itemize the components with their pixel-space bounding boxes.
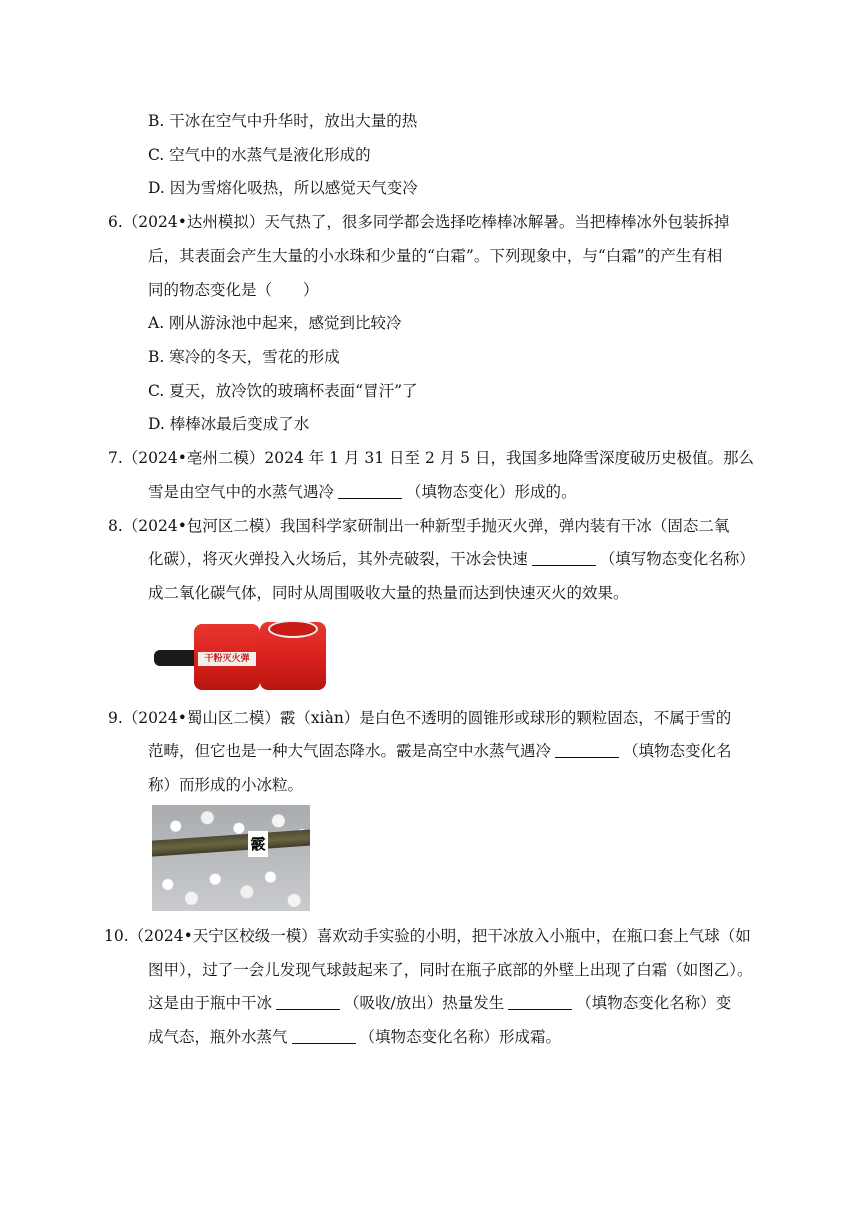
q9-text-before-blank: 范畴，但它也是一种大气固态降水。霰是高空中水蒸气遇冷 [148,742,552,760]
q6-stem-line2: 后，其表面会产生大量的小水珠和少量的“白霜”。下列现象中，与“白霜”的产生有相 [148,247,723,265]
q6-option-a: A. 刚从游泳池中起来，感觉到比较冷 [148,314,402,332]
q7-stem-line1: 7.（2024•亳州二模）2024 年 1 月 31 日至 2 月 5 日，我国多地降雪深度破历史极值。那么 [108,449,754,467]
q5-option-d: D. 因为雪熔化吸热，所以感觉天气变冷 [148,179,418,197]
hail-pellets-image [152,805,310,911]
extinguisher-can-lid [268,620,318,638]
q10-text-between-blank1-2: （吸收/放出）热量发生 [344,994,505,1012]
q9-stem-line2 [148,741,732,761]
q7-text-after-blank: （填物态变化）形成的。 [406,483,577,501]
q10-text-before-blank3: 成气态，瓶外水蒸气 [148,1028,288,1046]
q6-option-d: D. 棒棒冰最后变成了水 [148,415,310,433]
q8-text-after-blank: （填写物态变化名称） [599,550,755,568]
extinguisher-can-right [260,622,326,690]
q7-text-before-blank: 雪是由空气中的水蒸气遇冷 [148,483,335,501]
q6-option-c: C. 夏天，放冷饮的玻璃杯表面“冒汗”了 [148,382,418,400]
q10-answer-blank-1[interactable] [276,995,340,1010]
q8-text-before-blank: 化碳），将灭火弹投入火场后，其外壳破裂，干冰会快速 [148,550,528,568]
q6-stem-line1: 6.（2024•达州模拟）天气热了，很多同学都会选择吃棒棒冰解暑。当把棒棒冰外包装拆掉 [108,213,730,231]
q9-text-after-blank: （填物态变化名 [623,742,732,760]
q6-option-b: B. 寒冷的冬天，雪花的形成 [148,348,340,366]
q7-answer-blank[interactable] [338,484,402,499]
q5-option-c: C. 空气中的水蒸气是液化形成的 [148,146,371,164]
q10-stem-line2: 图甲），过了一会儿发现气球鼓起来了，同时在瓶子底部的外壁上出现了白霜（如图乙）。 [148,961,753,979]
q9-stem-line3: 称）而形成的小冰粒。 [148,776,304,794]
q10-answer-blank-2[interactable] [508,995,572,1010]
q10-stem-line1: 10.（2024•天宁区校级一模）喜欢动手实验的小明，把干冰放入小瓶中，在瓶口套上气球（如 [104,927,751,945]
hail-image-caption-char: 霰 [248,831,268,857]
q9-answer-blank[interactable] [555,743,619,758]
q10-text-before-blank1: 这是由于瓶中干冰 [148,994,273,1012]
q6-stem-line3: 同的物态变化是（ ） [148,281,319,299]
hail-image-dark-band [152,829,310,858]
q10-text-after-blank3: （填物态变化名称）形成霜。 [359,1028,562,1046]
q8-stem-line3: 成二氧化碳气体，同时从周围吸收大量的热量而达到快速灭火的效果。 [148,584,629,602]
q10-stem-line4 [148,1027,561,1047]
q10-answer-blank-3[interactable] [292,1029,356,1044]
q9-stem-line1: 9.（2024•蜀山区二模）霰（xiàn）是白色不透明的圆锥形或球形的颗粒固态，不属于雪的 [108,709,732,727]
q10-text-after-blank2: （填物态变化名称）变 [576,994,732,1012]
fire-extinguisher-image [150,614,332,694]
extinguisher-label-left: 干粉灭火弹 [198,652,256,666]
q5-option-b: B. 干冰在空气中升华时，放出大量的热 [148,112,418,130]
q8-stem-line1: 8.（2024•包河区二模）我国科学家研制出一种新型手抛灭火弹，弹内装有干冰（固态二氧 [108,517,730,535]
q8-stem-line2 [148,549,755,569]
q7-stem-line2 [148,482,577,502]
q10-stem-line3 [148,993,731,1013]
q8-answer-blank[interactable] [532,551,596,566]
extinguisher-can-left [194,624,260,690]
